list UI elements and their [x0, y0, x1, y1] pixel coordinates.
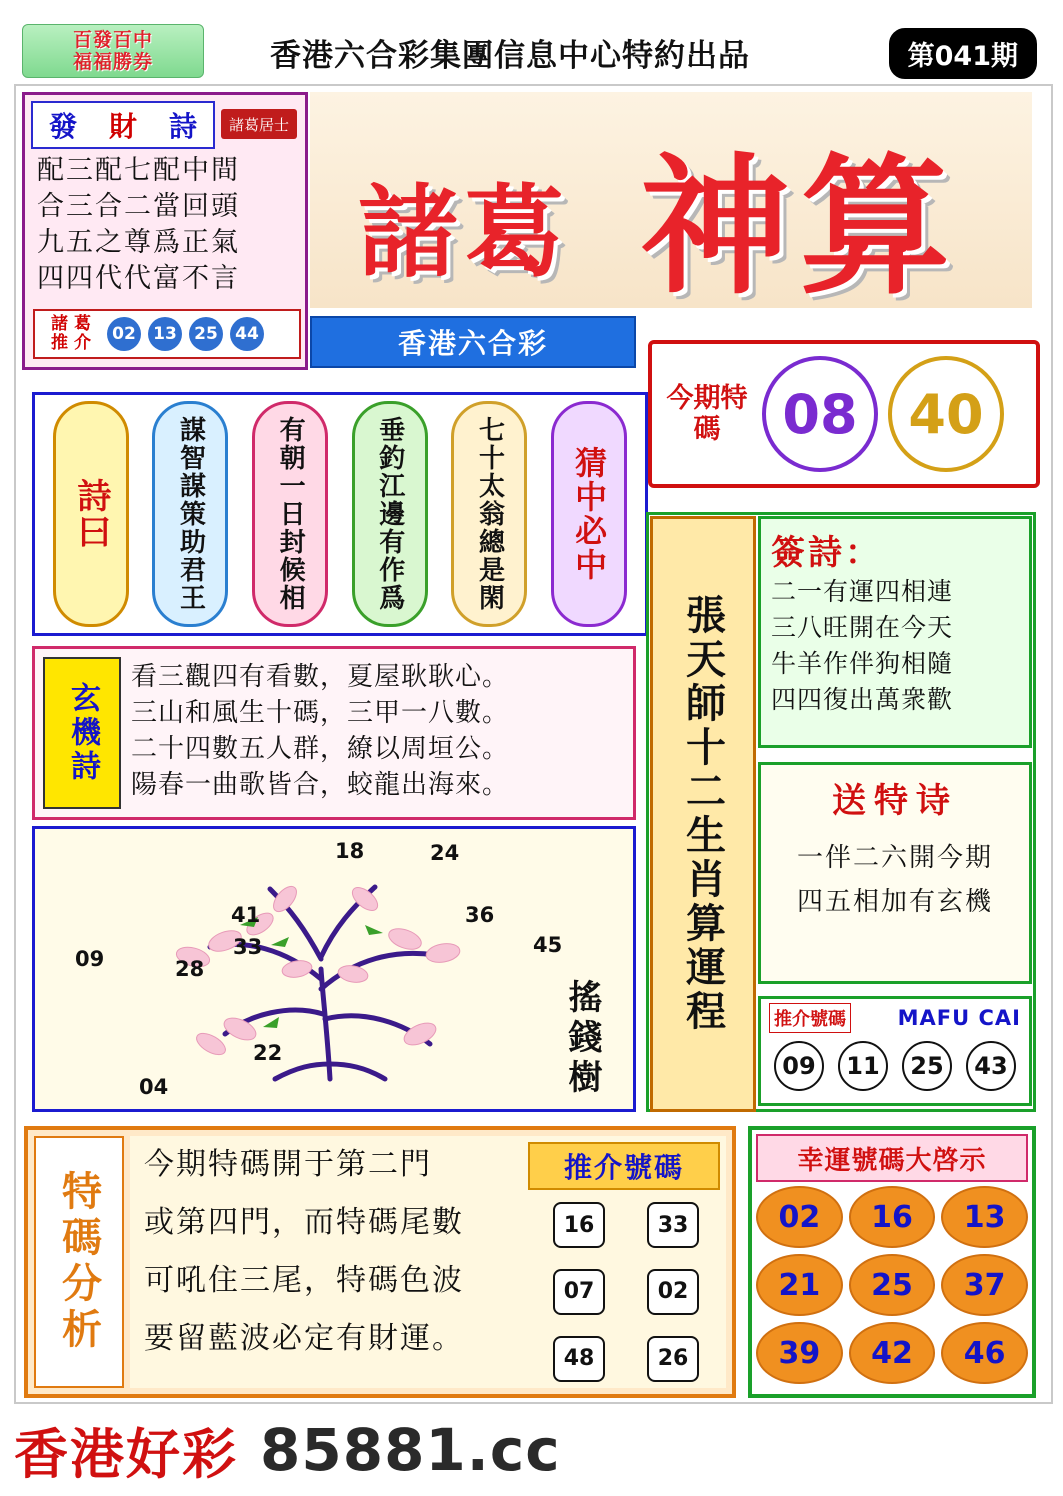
- xuanji-line: 陽春一曲歌皆合，蛟龍出海來。: [131, 770, 510, 800]
- poem-recommend-label-a: 諸 葛: [51, 314, 91, 334]
- page-title: 香港六合彩集團信息中心特約出品: [270, 38, 750, 74]
- tree-number: 04: [139, 1075, 169, 1099]
- recommend-header: [761, 999, 1029, 1037]
- number-ball: 09: [774, 1041, 824, 1091]
- number-chip: 33: [647, 1202, 699, 1248]
- footer-watermark: [0, 1404, 1063, 1496]
- poem-caption-char-3: 詩: [168, 110, 197, 143]
- qianshi-line: 四四復出萬衆歡: [771, 685, 954, 714]
- xuanji-line: 二十四數五人群，繚以周垣公。: [131, 734, 510, 764]
- money-tree-graphic: [35, 829, 633, 1109]
- banner-title-art: [310, 92, 1032, 308]
- recommend-number-box: [758, 996, 1032, 1106]
- number-chip: 16: [553, 1202, 605, 1248]
- analysis-recommend-header: 推介號碼: [528, 1142, 720, 1190]
- top-header: [0, 0, 1063, 86]
- logo-line-2: 福福勝券: [72, 51, 153, 73]
- tree-number: 28: [175, 957, 205, 981]
- poem-line: 配三配七配中間: [37, 155, 240, 186]
- fortune-poem-box: [22, 92, 308, 370]
- number-ball: 25: [849, 1254, 936, 1316]
- xuanji-poem-box: [32, 646, 636, 820]
- verse-capsule-row: [32, 392, 648, 636]
- number-ball: 39: [756, 1322, 843, 1384]
- lucky-numbers-grid: [756, 1186, 1028, 1384]
- qianshi-line: 三八旺開在今天: [771, 613, 954, 642]
- logo-line-1: 百發百中: [72, 29, 153, 51]
- recommend-label: 推介號碼: [769, 1003, 851, 1033]
- poem-line: 九五之尊爲正氣: [37, 227, 240, 258]
- tree-number: 45: [533, 933, 563, 957]
- songte-heading: 送特诗: [832, 781, 958, 821]
- money-tree-illustration: [32, 826, 636, 1112]
- capsule-title: 詩曰: [53, 401, 129, 627]
- number-ball: 16: [849, 1186, 936, 1248]
- poem-recommend-row: [33, 309, 301, 359]
- number-ball: 46: [941, 1322, 1028, 1384]
- analysis-body: [130, 1136, 726, 1388]
- capsule-verse: 謀智謀策助君王: [152, 401, 228, 627]
- lottery-name-label: 香港六合彩: [397, 327, 548, 360]
- number-chip: 02: [647, 1269, 699, 1315]
- poem-recommend-label: [35, 315, 107, 353]
- banner-title-part-1: 諸葛: [358, 173, 570, 291]
- special-code-ball-2: 40: [888, 356, 1004, 472]
- number-ball: 42: [849, 1322, 936, 1384]
- poem-caption: [31, 101, 215, 149]
- songte-box: [758, 762, 1032, 984]
- footer-site-name: 香港好彩: [14, 1422, 238, 1486]
- qianshi-line: 牛羊作伴狗相隨: [771, 649, 954, 678]
- special-code-box: [648, 340, 1040, 488]
- number-ball: 13: [941, 1186, 1028, 1248]
- number-ball: 21: [756, 1254, 843, 1316]
- recommend-brand: MAFU CAI: [897, 1006, 1021, 1030]
- analysis-recommend-grid: [532, 1192, 720, 1392]
- analysis-line: 可吼住三尾，特碼色波: [144, 1263, 464, 1298]
- analysis-line: 要留藍波必定有財運。: [144, 1321, 464, 1356]
- poem-caption-char-1: 發: [48, 110, 77, 143]
- xuanji-tag: 玄機詩: [43, 657, 121, 809]
- number-chip: 48: [553, 1336, 605, 1382]
- number-ball: 02: [756, 1186, 843, 1248]
- number-chip: 26: [647, 1336, 699, 1382]
- poem-line: 合三合二當回頭: [37, 191, 240, 222]
- poem-caption-char-2: 財: [108, 110, 137, 143]
- lottery-name-band: [310, 316, 636, 368]
- number-ball: 02: [107, 317, 141, 351]
- tree-number: 18: [335, 839, 365, 863]
- number-ball: 44: [230, 317, 264, 351]
- capsule-verse: 七十太翁總是閑: [451, 401, 527, 627]
- tree-number: 09: [75, 947, 105, 971]
- master-title-box: [650, 516, 756, 1112]
- xuanji-lines: [129, 649, 633, 817]
- poem-recommend-label-b: 推 介: [51, 333, 91, 353]
- songte-line: 四五相加有玄機: [796, 887, 993, 917]
- footer-url: 85881.cc: [260, 1416, 561, 1484]
- tree-number: 36: [465, 903, 495, 927]
- tree-caption: 搖錢樹: [562, 979, 602, 1099]
- poem-line: 四四代代富不言: [37, 263, 240, 294]
- capsule-verse: 有朝一日封候相: [252, 401, 328, 627]
- poem-recommend-numbers: [107, 317, 264, 351]
- tree-number: 41: [231, 903, 261, 927]
- analysis-tag: 特碼分析: [34, 1136, 124, 1388]
- issue-badge: 第041期: [889, 28, 1037, 79]
- capsule-slogan: 猜中必中: [551, 401, 627, 627]
- number-ball: 37: [941, 1254, 1028, 1316]
- tree-number: 33: [233, 935, 263, 959]
- number-chip: 07: [553, 1269, 605, 1315]
- master-title-text: 張天師十二生肖算運程: [679, 594, 726, 1034]
- number-ball: 25: [902, 1041, 952, 1091]
- special-code-ball-1: 08: [762, 356, 878, 472]
- qianshi-box: [758, 516, 1032, 748]
- special-code-analysis-box: [24, 1126, 736, 1398]
- number-ball: 11: [838, 1041, 888, 1091]
- qianshi-heading: 簽詩：: [771, 533, 882, 573]
- tree-number: 24: [430, 841, 460, 865]
- analysis-line: 或第四門，而特碼尾數: [144, 1205, 464, 1240]
- qianshi-line: 二一有運四相連: [771, 577, 954, 606]
- lucky-numbers-heading: 幸運號碼大啓示: [756, 1134, 1028, 1182]
- number-ball: 25: [189, 317, 223, 351]
- recommend-balls: [761, 1037, 1029, 1091]
- banner-title-part-2: 神算: [640, 139, 961, 308]
- author-seal: 諸葛居士: [221, 109, 297, 139]
- special-code-label: 今期特碼: [666, 383, 748, 445]
- xuanji-line: 看三觀四有看數，夏屋耿耿心。: [131, 662, 510, 692]
- lucky-numbers-box: [748, 1126, 1036, 1398]
- xuanji-line: 三山和風生十碼，三甲一八數。: [131, 698, 510, 728]
- songte-line: 一伴二六開今期: [796, 843, 993, 873]
- poem-lines: [37, 153, 299, 297]
- number-ball: 43: [966, 1041, 1016, 1091]
- tree-number: 22: [253, 1041, 283, 1065]
- analysis-line: 今期特碼開于第二門: [144, 1147, 432, 1182]
- capsule-verse: 垂釣江邊有作爲: [352, 401, 428, 627]
- number-ball: 13: [148, 317, 182, 351]
- site-logo: [22, 24, 204, 78]
